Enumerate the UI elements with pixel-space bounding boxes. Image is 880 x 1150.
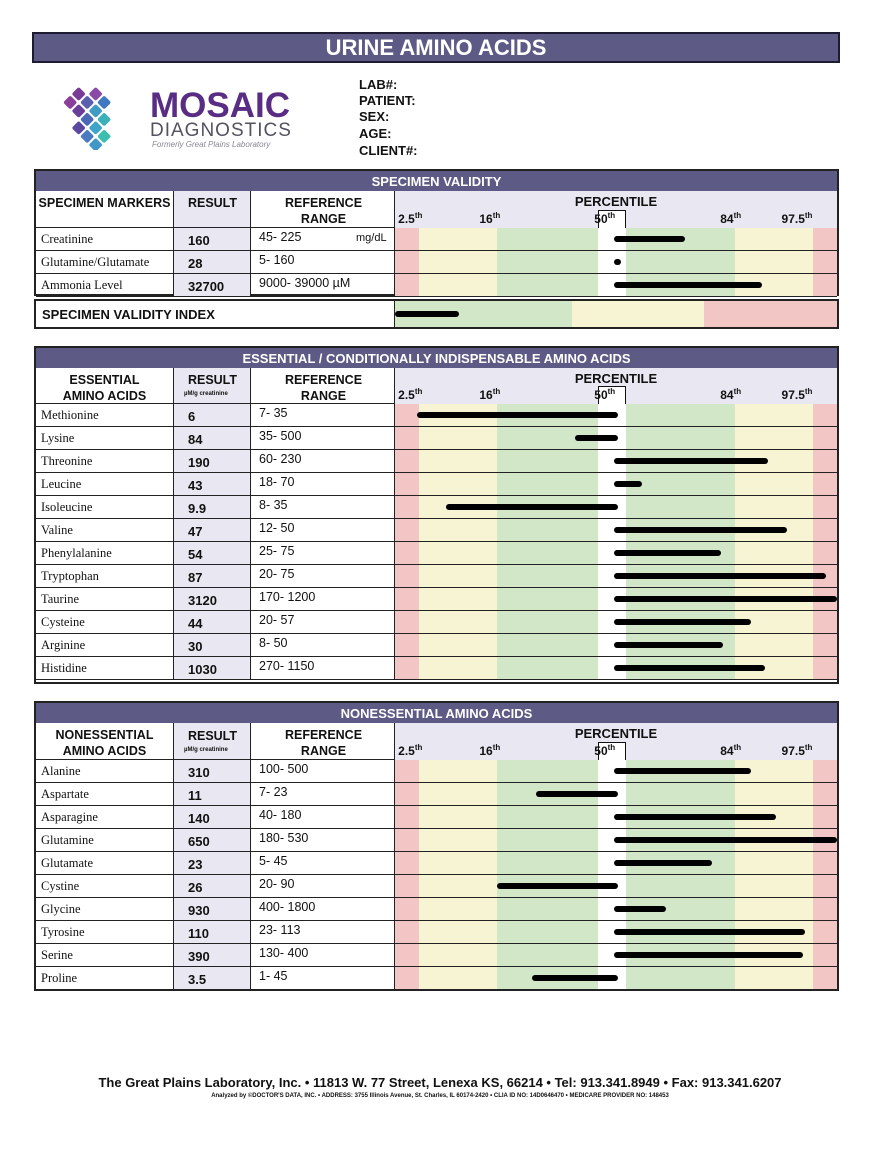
table-row — [36, 760, 837, 783]
result-value: 23 — [188, 857, 203, 872]
analyte-name: Cysteine — [41, 615, 85, 629]
result-value: 11 — [188, 788, 202, 803]
analyte-name: Lysine — [41, 431, 75, 445]
reference-range: 23- 113 — [259, 923, 301, 937]
analyte-name: Taurine — [41, 592, 79, 606]
reference-range: 8- 50 — [259, 636, 288, 650]
result-unit: µM/g creatinine — [184, 391, 228, 397]
percentile-scale — [395, 251, 837, 273]
percentile-tick-label: 50th — [594, 211, 616, 226]
percentile-scale — [395, 760, 837, 782]
result-value: 47 — [188, 524, 203, 539]
result-value: 650 — [188, 834, 210, 849]
percentile-title: PERCENTILE — [574, 726, 658, 741]
reference-range: 60- 230 — [259, 452, 302, 466]
reference-range: 170- 1200 — [259, 590, 316, 604]
essential-amino-acids-section — [34, 346, 839, 684]
table-row — [36, 783, 837, 806]
percentile-bar — [614, 573, 826, 579]
percentile-tick-label: 84th — [720, 211, 742, 226]
reference-range: 130- 400 — [259, 946, 309, 960]
percentile-bar — [614, 665, 766, 671]
percentile-tick-label: 2.5th — [398, 387, 423, 402]
column-header-result: RESULT — [187, 729, 238, 743]
reference-range: 45- 225 — [259, 230, 302, 244]
result-value: 930 — [188, 903, 210, 918]
percentile-scale — [395, 634, 837, 656]
reference-range: 8- 35 — [259, 498, 288, 512]
table-row — [36, 228, 837, 251]
analyte-name: Glutamine — [41, 833, 94, 847]
table-row — [36, 634, 837, 657]
diamond-logo-icon — [40, 86, 140, 150]
result-value: 9.9 — [188, 501, 207, 516]
reference-range: 25- 75 — [259, 544, 295, 558]
analyte-name: Cystine — [41, 879, 80, 893]
reference-range: 12- 50 — [259, 521, 295, 535]
specimen-validity-section — [34, 169, 839, 296]
logo-word-mosaic: MOSAIC — [150, 86, 290, 125]
result-value: 84 — [188, 432, 203, 447]
percentile-scale — [395, 473, 837, 495]
result-value: 26 — [188, 880, 203, 895]
percentile-scale — [395, 829, 837, 851]
percentile-bar — [532, 975, 618, 981]
percentile-scale — [395, 783, 837, 805]
result-value: 6 — [188, 409, 196, 424]
validity-index-label: SPECIMEN VALIDITY INDEX — [42, 307, 215, 322]
percentile-bar — [614, 619, 751, 625]
column-header-result: RESULT — [187, 373, 238, 387]
analyte-name: Ammonia Level — [41, 278, 123, 292]
percentile-scale — [395, 944, 837, 966]
result-value: 54 — [188, 547, 203, 562]
percentile-tick-label: 97.5th — [781, 387, 813, 402]
percentile-scale — [395, 806, 837, 828]
percentile-tick-label: 50th — [594, 743, 616, 758]
percentile-bar — [614, 860, 713, 866]
percentile-bar — [417, 412, 618, 418]
percentile-scale — [395, 427, 837, 449]
table-row — [36, 450, 837, 473]
analyte-name: Valine — [41, 523, 73, 537]
result-value: 310 — [188, 765, 210, 780]
column-header-essential: ESSENTIAL AMINO ACIDS — [62, 373, 147, 403]
patient-label: PATIENT: — [359, 93, 416, 108]
reference-range: 18- 70 — [259, 475, 295, 489]
validity-index-bar — [395, 311, 459, 317]
table-row — [36, 875, 837, 898]
table-row — [36, 921, 837, 944]
report-title: URINE AMINO ACIDS — [32, 32, 840, 63]
percentile-scale — [395, 967, 837, 989]
percentile-tick-label: 16th — [479, 743, 501, 758]
reference-range: 270- 1150 — [259, 659, 315, 673]
nonessential-amino-acids-section — [34, 701, 839, 991]
table-row — [36, 806, 837, 829]
table-row — [36, 473, 837, 496]
percentile-bar — [536, 791, 618, 797]
analyte-name: Phenylalanine — [41, 546, 112, 560]
percentile-bar — [497, 883, 619, 889]
percentile-bar — [614, 527, 788, 533]
percentile-tick-label: 16th — [479, 211, 501, 226]
range-unit: mg/dL — [356, 232, 387, 244]
column-header-result: RESULT — [187, 196, 238, 210]
reference-range: 20- 75 — [259, 567, 295, 581]
table-row — [36, 274, 837, 297]
percentile-bar — [614, 929, 805, 935]
percentile-scale — [395, 565, 837, 587]
percentile-tick-label: 97.5th — [781, 211, 813, 226]
reference-range: 5- 160 — [259, 253, 295, 267]
analyte-name: Asparagine — [41, 810, 98, 824]
analyte-name: Alanine — [41, 764, 81, 778]
percentile-bar — [575, 435, 618, 441]
lab-address-footer: The Great Plains Laboratory, Inc. • 11813 W. 77 Street, Lenexa KS, 66214 • Tel: 913.341.8949 • Fax: 913.341.6207 — [98, 1075, 782, 1090]
percentile-tick-label: 84th — [720, 743, 742, 758]
specimen-validity-index — [34, 299, 839, 329]
percentile-bar — [614, 481, 642, 487]
section-header: ESSENTIAL / CONDITIONALLY INDISPENSABLE AMINO ACIDS — [36, 348, 837, 368]
reference-range: 1- 45 — [259, 969, 288, 983]
table-row — [36, 967, 837, 990]
percentile-scale — [395, 657, 837, 679]
result-value: 44 — [188, 616, 203, 631]
percentile-bar — [614, 837, 837, 843]
percentile-scale — [395, 542, 837, 564]
column-header-range: REFERENCE RANGE — [284, 728, 363, 758]
result-value: 390 — [188, 949, 210, 964]
percentile-scale — [395, 588, 837, 610]
sex-label: SEX: — [359, 109, 390, 124]
result-value: 110 — [188, 926, 209, 941]
table-row — [36, 404, 837, 427]
percentile-scale — [395, 496, 837, 518]
analyte-name: Tyrosine — [41, 925, 85, 939]
table-row — [36, 657, 837, 680]
result-value: 1030 — [188, 662, 217, 677]
column-header-nonessential: NONESSENTIAL AMINO ACIDS — [55, 728, 154, 758]
analyte-name: Serine — [41, 948, 73, 962]
result-value: 3120 — [188, 593, 217, 608]
reference-range: 180- 530 — [259, 831, 309, 845]
percentile-scale — [395, 852, 837, 874]
percentile-bar — [614, 768, 751, 774]
reference-range: 20- 57 — [259, 613, 295, 627]
analyte-name: Methionine — [41, 408, 99, 422]
percentile-bar — [614, 458, 768, 464]
section-header: SPECIMEN VALIDITY — [36, 171, 837, 191]
percentile-bar — [614, 236, 685, 242]
percentile-scale — [395, 611, 837, 633]
result-value: 43 — [188, 478, 203, 493]
table-row — [36, 427, 837, 450]
column-header-markers: SPECIMEN MARKERS — [38, 196, 171, 210]
analyte-name: Glutamine/Glutamate — [41, 255, 150, 269]
analyte-name: Creatinine — [41, 232, 94, 246]
section-header: NONESSENTIAL AMINO ACIDS — [36, 703, 837, 723]
result-value: 87 — [188, 570, 203, 585]
table-header — [36, 723, 837, 760]
table-row — [36, 565, 837, 588]
reference-range: 7- 35 — [259, 406, 288, 420]
percentile-tick-label: 84th — [720, 387, 742, 402]
analyte-name: Glutamate — [41, 856, 94, 870]
percentile-tick-label: 2.5th — [398, 211, 423, 226]
analyte-name: Proline — [41, 971, 78, 985]
result-value: 3.5 — [188, 972, 207, 987]
analyte-name: Aspartate — [41, 787, 89, 801]
analyte-name: Histidine — [41, 661, 87, 675]
percentile-title: PERCENTILE — [574, 371, 658, 386]
reference-range: 9000- 39000 µM — [259, 276, 351, 290]
percentile-bar — [614, 282, 762, 288]
analyzed-by-footer: Analyzed by ©DOCTOR'S DATA, INC. • ADDRESS: 3755 Illinois Avenue, St. Charles, IL 60174-2420 • CLIA ID NO: 14D0646470 • MEDICARE PROVIDER NO: 148453 — [211, 1093, 669, 1099]
reference-range: 35- 500 — [259, 429, 302, 443]
reference-range: 400- 1800 — [259, 900, 316, 914]
percentile-bar — [614, 906, 666, 912]
result-unit: µM/g creatinine — [184, 747, 228, 753]
percentile-title: PERCENTILE — [574, 194, 658, 209]
logo-subtitle: Formerly Great Plains Laboratory — [152, 140, 271, 149]
table-row — [36, 588, 837, 611]
analyte-name: Arginine — [41, 638, 86, 652]
column-header-range: REFERENCE RANGE — [284, 196, 363, 226]
percentile-tick-label: 16th — [479, 387, 501, 402]
table-row — [36, 519, 837, 542]
age-label: AGE: — [359, 126, 392, 141]
mosaic-logo — [40, 86, 300, 152]
percentile-bar — [614, 952, 803, 958]
percentile-scale — [395, 450, 837, 472]
table-row — [36, 496, 837, 519]
analyte-name: Isoleucine — [41, 500, 93, 514]
percentile-tick-label: 50th — [594, 387, 616, 402]
reference-range: 100- 500 — [259, 762, 309, 776]
percentile-tick-label: 97.5th — [781, 743, 813, 758]
analyte-name: Threonine — [41, 454, 93, 468]
analyte-name: Tryptophan — [41, 569, 99, 583]
table-header — [36, 191, 837, 228]
table-header — [36, 368, 837, 404]
percentile-scale — [395, 898, 837, 920]
validity-index-scale — [395, 301, 837, 327]
reference-range: 5- 45 — [259, 854, 288, 868]
percentile-scale — [395, 875, 837, 897]
table-row — [36, 251, 837, 274]
percentile-scale — [395, 274, 837, 296]
percentile-bar — [614, 642, 723, 648]
result-value: 140 — [188, 811, 210, 826]
percentile-bar — [614, 814, 776, 820]
percentile-bar — [446, 504, 618, 510]
percentile-tick-label: 2.5th — [398, 743, 423, 758]
table-row — [36, 898, 837, 921]
percentile-scale — [395, 404, 837, 426]
percentile-scale — [395, 228, 837, 250]
table-row — [36, 829, 837, 852]
result-value: 28 — [188, 256, 203, 271]
table-row — [36, 852, 837, 875]
percentile-bar — [614, 550, 721, 556]
table-row — [36, 944, 837, 967]
client-number-label: CLIENT#: — [359, 143, 418, 158]
logo-word-diagnostics: DIAGNOSTICS — [150, 120, 292, 141]
analyte-name: Leucine — [41, 477, 82, 491]
percentile-bar — [614, 596, 837, 602]
column-header-range: REFERENCE RANGE — [284, 373, 363, 403]
reference-range: 40- 180 — [259, 808, 302, 822]
result-value: 32700 — [188, 279, 225, 294]
percentile-scale — [395, 519, 837, 541]
table-row — [36, 611, 837, 634]
analyte-name: Glycine — [41, 902, 81, 916]
reference-range: 7- 23 — [259, 785, 288, 799]
result-value: 30 — [188, 639, 203, 654]
table-row — [36, 542, 837, 565]
lab-number-label: LAB#: — [359, 77, 398, 92]
result-value: 160 — [188, 233, 210, 248]
result-value: 190 — [188, 455, 210, 470]
percentile-scale — [395, 921, 837, 943]
reference-range: 20- 90 — [259, 877, 295, 891]
